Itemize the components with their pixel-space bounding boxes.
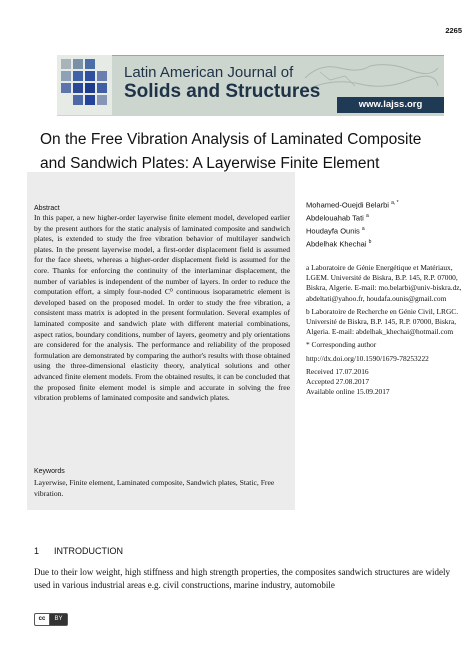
available-date: Available online 15.09.2017 [306, 387, 390, 397]
journal-title-line2: Solids and Structures [124, 81, 321, 102]
journal-title-line1: Latin American Journal of [124, 64, 294, 81]
journal-logo [57, 55, 112, 115]
doi-link[interactable]: http://dx.doi.org/10.1590/1679-78253222 [306, 353, 429, 363]
author-item: Houdayfa Ounis $^a$ [306, 226, 365, 236]
author-item: Abdelhak Khechai $^b$ [306, 239, 372, 249]
corresponding-note: * Corresponding author [306, 340, 377, 350]
abstract-text: In this paper, a new higher-order layerwise finite element model, developed earlier by the present authors for the static analysis of laminated composite and sandwich plates, is extended to study the free vibration behavior of multilayer sandwich plates. In the present layerwise model, a first-order displacement field is assumed for the face sheets, whereas a higher-order displacement field is assumed for the core. Thanks for enforcing the continuity of the interlaminar displacement, the number of variables is independent of the number of layers. In order to reduce the computation effort, a simply four-noded C⁰ continuous isoparametric element is developed based on the proposed model. In order to study the free vibration, a consistent mass matrix is adopted in the present formulation. Several examples of laminated composite and sandwich plate with different material combinations, aspect ratios, boundary conditions, number of layers, geometry and ply orientations are considered for the analysis. The performance and reliability of the proposed formulation are demonstrated by comparing the author's results with those obtained using the three-dimensional elasticity theory, analytical solutions and other advanced finite element models. From the obtained results, it can be concluded that the proposed finite element model is simple and accurate in solving the free vibration problems of laminated composite and sandwich plates. [34, 213, 290, 403]
affiliations [306, 263, 468, 397]
abstract-heading: Abstract [34, 205, 60, 212]
page-number: 2265 [445, 26, 462, 35]
accepted-date: Accepted 27.08.2017 [306, 377, 370, 387]
author-item: Abdelouahab Tati $^a$ [306, 213, 369, 223]
intro-paragraph: Due to their low weight, high stiffness and high strength properties, the composites sandwich structures are widely used in various industrial areas e.g. civil constructions, marine industry, automobile [34, 567, 450, 591]
keywords-text: Layerwise, Finite element, Laminated composite, Sandwich plates, Static, Free vibration. [34, 478, 275, 498]
journal-url[interactable]: www.lajss.org [337, 97, 444, 113]
section-heading: 1 INTRODUCTION [34, 546, 123, 556]
cc-by-license-badge[interactable]: cc BY [34, 613, 68, 626]
author-item: Mohamed-Ouejdi Belarbi $^{a, *}$ [306, 200, 399, 210]
keywords-heading: Keywords [34, 468, 65, 475]
received-date: Received 17.07.2016 [306, 366, 369, 376]
world-map-graphic [300, 58, 440, 94]
paper-title: On the Free Vibration Analysis of Laminated Composite and Sandwich Plates: A Layerwise Finite Element [40, 131, 422, 172]
author-list [306, 198, 466, 250]
affiliation-b: b Laboratoire de Recherche en Génie Civil, LRGC. Université de Biskra, B.P. 145, R.P. 07000, Biskra, Algeria. E-mail: abdelhak_khechai@hotmail.com [306, 306, 459, 337]
affiliation-a: a Laboratoire de Génie Energétique et Matériaux, LGEM. Université de Biskra, B.P. 145, R.P. 07000, Biskra, Algerie. E-mail: mo.belarbi@univ-biskra.dz, abdeltati@yahoo.fr, houdafa.ounis@gmail.com [306, 263, 462, 303]
